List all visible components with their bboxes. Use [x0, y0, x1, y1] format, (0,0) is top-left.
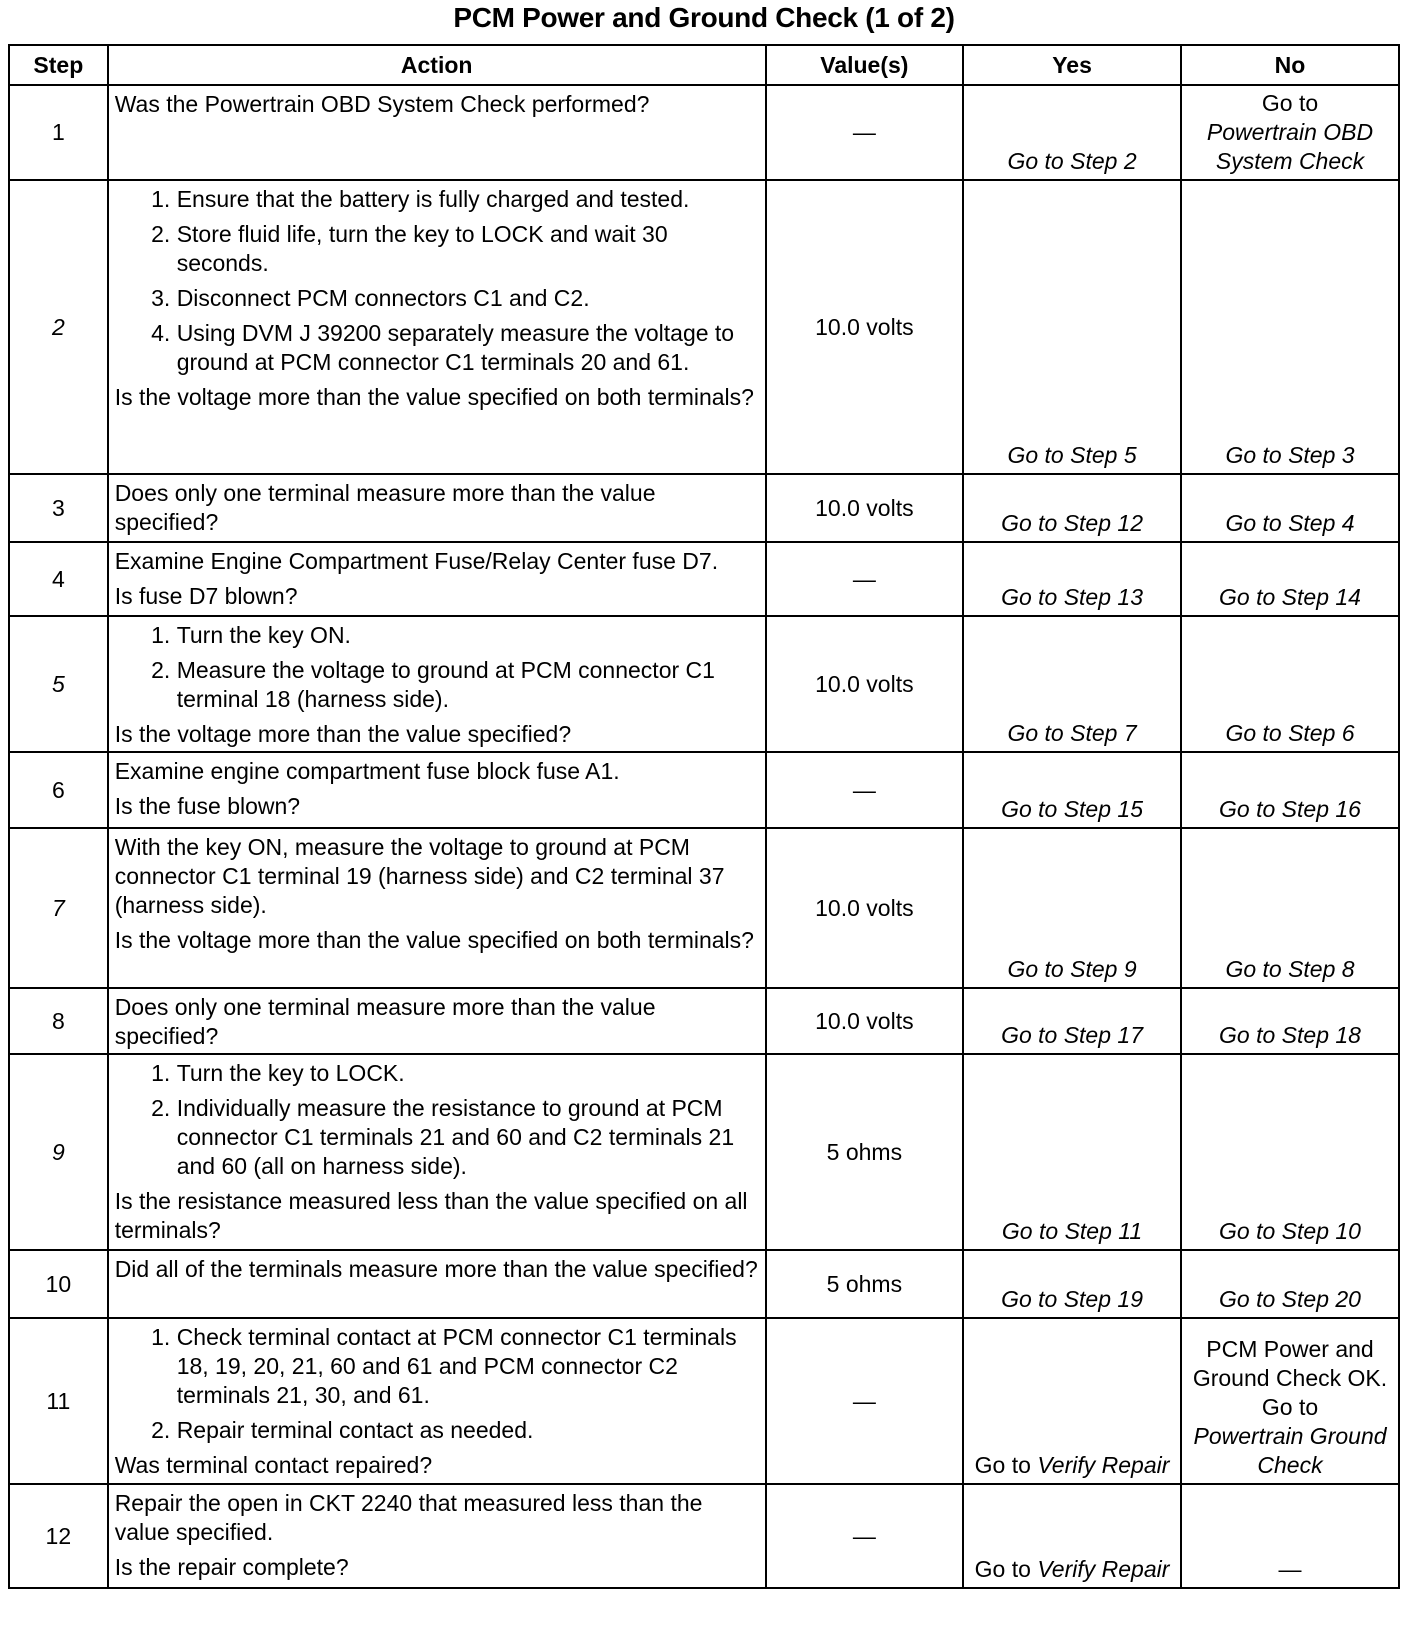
step-number: 3 [9, 474, 108, 542]
no-cell: Go to Step 14 [1181, 542, 1399, 616]
yes-link: Verify Repair [1037, 1452, 1170, 1478]
table-row [9, 180, 1399, 474]
table-row [9, 1318, 1399, 1484]
action-text: Examine Engine Compartment Fuse/Relay Center fuse D7. [114, 548, 719, 574]
action-question: Was terminal contact repaired? [114, 1452, 433, 1478]
action-cell [108, 542, 766, 616]
page-title: PCM Power and Ground Check (1 of 2) [453, 2, 955, 33]
value-cell: — [766, 1318, 963, 1484]
action-cell [108, 180, 766, 474]
no-link: Powertrain Ground Check [1193, 1423, 1387, 1478]
value-cell: 10.0 volts [766, 180, 963, 474]
yes-cell: Go to Step 2 [963, 85, 1181, 180]
value-cell: 10.0 volts [766, 474, 963, 542]
step-number: 10 [9, 1250, 108, 1318]
action-text: Was the Powertrain OBD System Check performed? [114, 91, 650, 117]
no-prefix: PCM Power and Ground Check OK. Go to [1192, 1336, 1388, 1420]
table-row [9, 616, 1399, 752]
yes-prefix: Go to [974, 1556, 1031, 1582]
table-row [9, 474, 1399, 542]
action-question: Is fuse D7 blown? [114, 583, 298, 609]
action-steps [115, 185, 759, 377]
diagnostic-table [8, 44, 1400, 1589]
action-steps [115, 1323, 759, 1445]
yes-link: Verify Repair [1037, 1556, 1170, 1582]
header-action: Action [108, 45, 766, 85]
value-cell: 10.0 volts [766, 616, 963, 752]
step-number: 9 [9, 1054, 108, 1250]
action-step: 2. Measure the voltage to ground at PCM connector C1 terminal 18 (harness side). [177, 656, 759, 714]
value-cell: — [766, 752, 963, 828]
action-step: 2. Store fluid life, turn the key to LOCK and wait 30 seconds. [177, 220, 759, 278]
no-cell: Go to Step 18 [1181, 988, 1399, 1054]
value-cell: 10.0 volts [766, 828, 963, 988]
yes-cell: Go to Step 11 [963, 1054, 1181, 1250]
action-question: Is the voltage more than the value specified on both terminals? [114, 927, 754, 953]
yes-cell: Go to Step 7 [963, 616, 1181, 752]
table-row [9, 988, 1399, 1054]
header-no: No [1181, 45, 1399, 85]
yes-cell: Go to Step 15 [963, 752, 1181, 828]
value-cell: 10.0 volts [766, 988, 963, 1054]
action-cell [108, 1318, 766, 1484]
yes-cell [963, 1484, 1181, 1588]
header-yes: Yes [963, 45, 1181, 85]
action-step: 3. Disconnect PCM connectors C1 and C2. [177, 284, 759, 313]
no-cell: Go to Step 16 [1181, 752, 1399, 828]
header-step: Step [9, 45, 108, 85]
no-cell [1181, 85, 1399, 180]
action-question: Is the repair complete? [114, 1554, 349, 1580]
step-number: 5 [9, 616, 108, 752]
step-number: 12 [9, 1484, 108, 1588]
action-step: 2. Individually measure the resistance to ground at PCM connector C1 terminals 21 and 60 and C2 terminals 21 and 60 (all on harness side). [177, 1094, 759, 1181]
no-dash: — [1278, 1556, 1302, 1582]
action-step: 1. Turn the key to LOCK. [177, 1059, 759, 1088]
step-number: 7 [9, 828, 108, 988]
yes-cell: Go to Step 5 [963, 180, 1181, 474]
action-cell [108, 616, 766, 752]
action-text: Does only one terminal measure more than the value specified? [114, 994, 656, 1049]
table-header-row [9, 45, 1399, 85]
value-cell: — [766, 85, 963, 180]
action-cell [108, 85, 766, 180]
yes-prefix: Go to [974, 1452, 1031, 1478]
action-text: With the key ON, measure the voltage to ground at PCM connector C1 terminal 19 (harness side) and C2 terminal 37 (harness side). [114, 834, 725, 918]
no-cell: Go to Step 6 [1181, 616, 1399, 752]
no-cell [1181, 1318, 1399, 1484]
table-row [9, 1054, 1399, 1250]
no-cell: Go to Step 10 [1181, 1054, 1399, 1250]
action-question: Is the fuse blown? [114, 793, 301, 819]
yes-cell: Go to Step 19 [963, 1250, 1181, 1318]
value-cell: — [766, 1484, 963, 1588]
step-number: 8 [9, 988, 108, 1054]
table-row [9, 85, 1399, 180]
yes-cell: Go to Step 9 [963, 828, 1181, 988]
yes-cell: Go to Step 13 [963, 542, 1181, 616]
table-row [9, 828, 1399, 988]
action-question: Is the voltage more than the value specified? [114, 721, 572, 747]
action-cell [108, 1250, 766, 1318]
action-step: 2. Repair terminal contact as needed. [177, 1416, 759, 1445]
action-text: Does only one terminal measure more than the value specified? [114, 480, 656, 535]
step-number: 11 [9, 1318, 108, 1484]
no-cell: Go to Step 4 [1181, 474, 1399, 542]
action-cell [108, 828, 766, 988]
value-cell: 5 ohms [766, 1054, 963, 1250]
no-cell [1181, 1484, 1399, 1588]
action-step: 1. Check terminal contact at PCM connector C1 terminals 18, 19, 20, 21, 60 and 61 and PCM connector C2 terminals 21, 30, and 61. [177, 1323, 759, 1410]
step-number: 4 [9, 542, 108, 616]
table-row [9, 752, 1399, 828]
action-cell [108, 474, 766, 542]
value-cell: 5 ohms [766, 1250, 963, 1318]
action-cell [108, 988, 766, 1054]
action-step: 1. Turn the key ON. [177, 621, 759, 650]
table-row [9, 542, 1399, 616]
header-values: Value(s) [766, 45, 963, 85]
step-number: 2 [9, 180, 108, 474]
action-step: 4. Using DVM J 39200 separately measure the voltage to ground at PCM connector C1 terminals 20 and 61. [177, 319, 759, 377]
yes-cell: Go to Step 17 [963, 988, 1181, 1054]
action-step: 1. Ensure that the battery is fully charged and tested. [177, 185, 759, 214]
action-cell [108, 752, 766, 828]
yes-cell [963, 1318, 1181, 1484]
no-cell: Go to Step 3 [1181, 180, 1399, 474]
no-prefix: Go to [1261, 90, 1319, 116]
action-text: Did all of the terminals measure more than the value specified? [114, 1256, 758, 1282]
action-cell [108, 1484, 766, 1588]
action-text: Repair the open in CKT 2240 that measured less than the value specified. [114, 1490, 703, 1545]
no-link: Powertrain OBD System Check [1206, 119, 1374, 174]
no-cell: Go to Step 20 [1181, 1250, 1399, 1318]
step-number: 1 [9, 85, 108, 180]
action-steps [115, 621, 759, 714]
action-steps [115, 1059, 759, 1181]
table-row [9, 1484, 1399, 1588]
yes-cell: Go to Step 12 [963, 474, 1181, 542]
no-cell: Go to Step 8 [1181, 828, 1399, 988]
table-row [9, 1250, 1399, 1318]
value-cell: — [766, 542, 963, 616]
step-number: 6 [9, 752, 108, 828]
action-question: Is the resistance measured less than the value specified on all terminals? [114, 1188, 748, 1243]
action-question: Is the voltage more than the value specified on both terminals? [114, 384, 754, 410]
action-text: Examine engine compartment fuse block fuse A1. [114, 758, 620, 784]
action-cell [108, 1054, 766, 1250]
